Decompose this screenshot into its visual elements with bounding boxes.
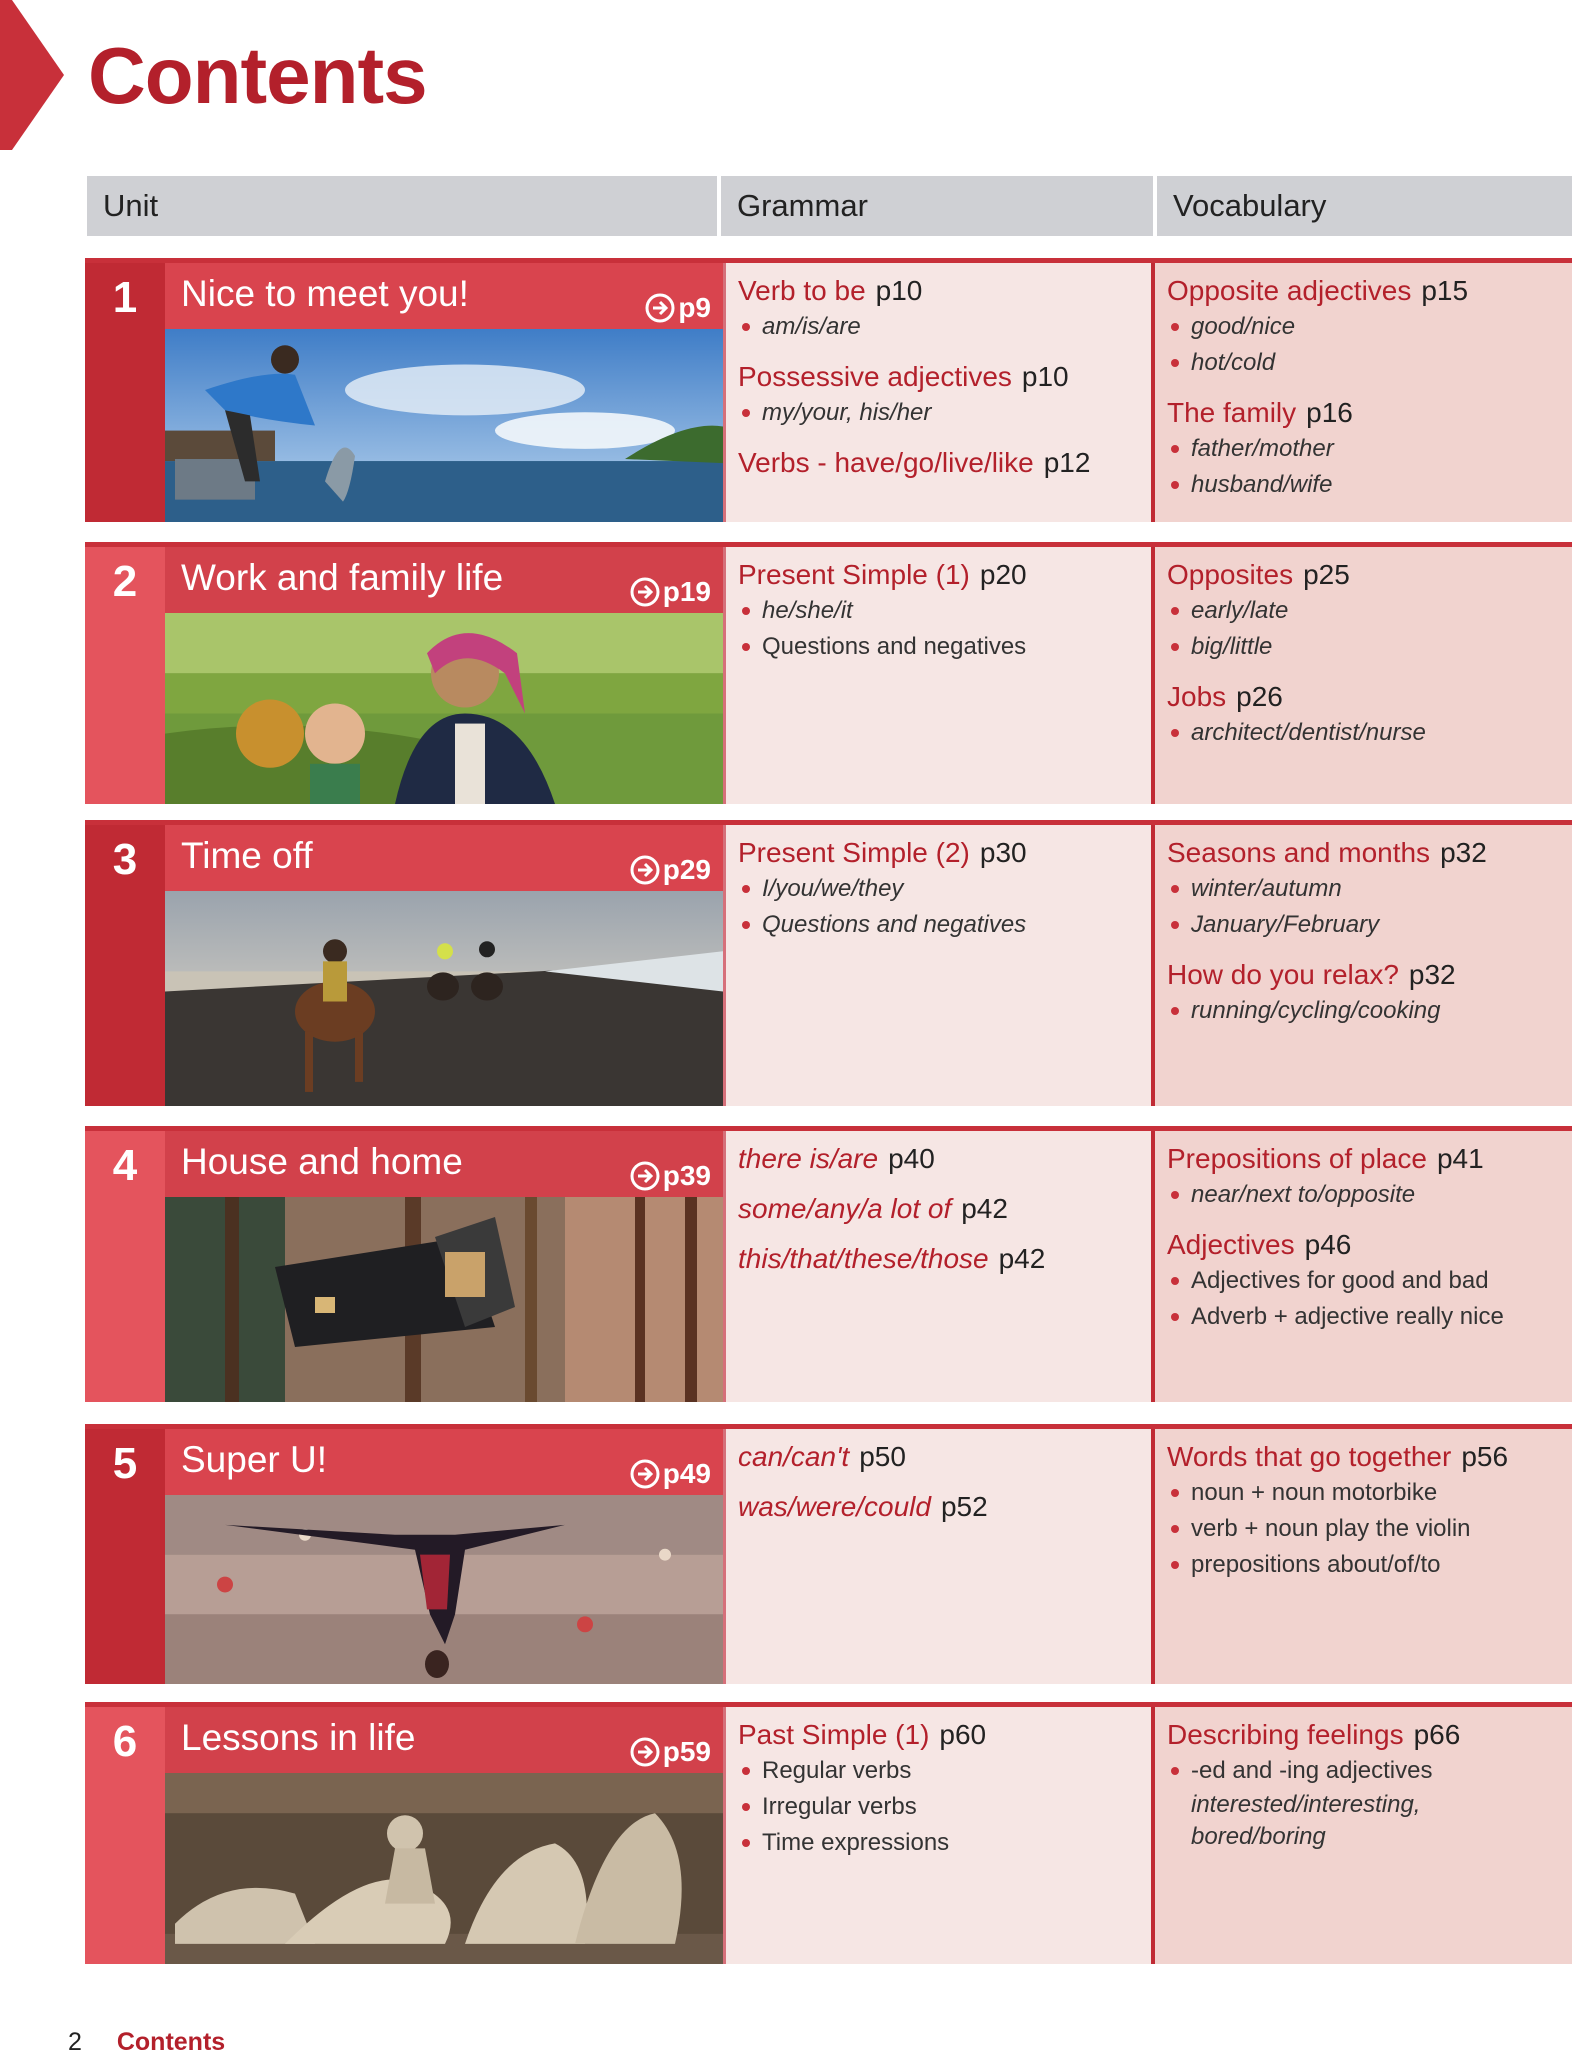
vocabulary-page: p25	[1303, 559, 1350, 590]
vocabulary-section	[1167, 835, 1558, 943]
unit-row-2	[85, 542, 1572, 804]
unit-title[interactable]	[165, 1707, 723, 1773]
header-vocabulary: Vocabulary	[1157, 176, 1572, 236]
vocabulary-item: bored/boring	[1191, 1823, 1326, 1850]
unit-photo-sculptures	[165, 1773, 723, 1964]
unit-panel	[85, 547, 723, 804]
unit-photo-gymnast	[165, 1495, 723, 1684]
grammar-page: p42	[998, 1243, 1046, 1274]
unit-row-4	[85, 1126, 1572, 1402]
grammar-cell	[723, 263, 1155, 522]
unit-page-number: p39	[662, 1160, 711, 1191]
unit-row-3	[85, 820, 1572, 1106]
grammar-page: p52	[940, 1491, 988, 1522]
grammar-item: Questions and negatives	[738, 907, 1137, 943]
arrow-right-circle-icon	[630, 1737, 660, 1767]
vocabulary-title: Words that go together	[1167, 1441, 1452, 1472]
vocabulary-section	[1167, 679, 1558, 751]
unit-row-5	[85, 1424, 1572, 1684]
arrow-right-circle-icon	[630, 577, 660, 607]
grammar-section	[738, 1489, 1137, 1525]
grammar-item: Time expressions	[738, 1825, 1137, 1861]
vocabulary-section	[1167, 957, 1558, 1029]
unit-number: 3	[112, 835, 138, 884]
grammar-cell	[723, 825, 1155, 1106]
vocabulary-item: noun + noun motorbike	[1167, 1475, 1558, 1511]
unit-page-number: p49	[662, 1458, 711, 1489]
grammar-page: p42	[961, 1193, 1008, 1224]
corner-arrow-icon	[0, 0, 64, 150]
unit-title[interactable]	[165, 1429, 723, 1495]
grammar-item: Regular verbs	[738, 1753, 1137, 1789]
vocabulary-page: p32	[1440, 837, 1487, 868]
vocabulary-title: Opposite adjectives	[1167, 275, 1412, 306]
grammar-title: Verb to be	[738, 275, 866, 306]
unit-number: 4	[112, 1141, 138, 1190]
vocabulary-item: verb + noun play the violin	[1167, 1511, 1558, 1547]
arrow-right-circle-icon	[630, 1161, 660, 1191]
unit-panel	[85, 1429, 723, 1684]
unit-page-number: p29	[662, 854, 711, 885]
vocabulary-section	[1167, 1439, 1558, 1583]
vocabulary-page: p46	[1304, 1229, 1352, 1260]
grammar-item: I/you/we/they	[738, 871, 1137, 907]
unit-row-1	[85, 258, 1572, 522]
grammar-item: my/your, his/her	[738, 395, 1137, 431]
unit-title-text: Nice to meet you!	[181, 273, 469, 314]
vocabulary-item: -ed and -ing adjectives	[1167, 1753, 1558, 1789]
vocabulary-section	[1167, 1141, 1558, 1213]
unit-row-6	[85, 1702, 1572, 1964]
grammar-page: p10	[1021, 361, 1069, 392]
grammar-title: was/were/could	[738, 1491, 931, 1522]
vocabulary-item: father/mother	[1167, 431, 1558, 467]
vocabulary-item: husband/wife	[1167, 467, 1558, 503]
vocabulary-item: prepositions about/of/to	[1167, 1547, 1558, 1583]
vocabulary-cell	[1155, 263, 1572, 522]
vocabulary-page: p32	[1408, 959, 1456, 990]
grammar-page: p60	[939, 1719, 987, 1750]
grammar-section	[738, 1717, 1137, 1861]
vocabulary-cell	[1155, 825, 1572, 1106]
vocabulary-cell	[1155, 1707, 1572, 1964]
vocabulary-item: running/cycling/cooking	[1167, 993, 1558, 1029]
vocabulary-item: Adjectives for good and bad	[1167, 1263, 1558, 1299]
unit-title-text: Lessons in life	[181, 1717, 416, 1758]
vocabulary-title: Describing feelings	[1167, 1719, 1404, 1750]
table-header	[87, 176, 1572, 236]
unit-page-number: p59	[662, 1736, 711, 1767]
unit-page-number: p19	[662, 576, 711, 607]
unit-title[interactable]	[165, 825, 723, 891]
arrow-right-circle-icon	[630, 855, 660, 885]
grammar-item: am/is/are	[738, 309, 1137, 345]
grammar-section	[738, 1141, 1137, 1177]
vocabulary-title: Jobs	[1167, 681, 1227, 712]
vocabulary-page: p26	[1236, 681, 1283, 712]
vocabulary-page: p15	[1421, 275, 1469, 306]
unit-number: 6	[112, 1717, 138, 1766]
grammar-page: p50	[859, 1441, 906, 1472]
vocabulary-page: p66	[1413, 1719, 1461, 1750]
grammar-page: p40	[888, 1143, 935, 1174]
grammar-section	[738, 273, 1137, 345]
vocabulary-section	[1167, 557, 1558, 665]
grammar-section	[738, 1439, 1137, 1475]
grammar-section	[738, 557, 1137, 665]
unit-title-text: Super U!	[181, 1439, 328, 1480]
unit-title-text: Work and family life	[181, 557, 504, 598]
vocabulary-item: big/little	[1167, 629, 1558, 665]
grammar-title: there is/are	[738, 1143, 879, 1174]
unit-panel	[85, 263, 723, 522]
vocabulary-title: Opposites	[1167, 559, 1294, 590]
vocabulary-cell	[1155, 1429, 1572, 1684]
vocabulary-section	[1167, 1227, 1558, 1335]
footer-page-number: 2	[68, 2028, 82, 2056]
grammar-page: p30	[979, 837, 1027, 868]
vocabulary-item: good/nice	[1167, 309, 1558, 345]
grammar-section	[738, 445, 1137, 481]
footer-label: Contents	[116, 2028, 226, 2056]
grammar-title: this/that/these/those	[738, 1243, 989, 1274]
vocabulary-item: near/next to/opposite	[1167, 1177, 1558, 1213]
vocabulary-section	[1167, 1717, 1558, 1853]
vocabulary-cell	[1155, 1131, 1572, 1402]
grammar-title: Past Simple (1)	[738, 1719, 930, 1750]
unit-number: 1	[112, 273, 138, 322]
unit-title[interactable]	[165, 547, 723, 613]
grammar-title: Verbs - have/go/live/like	[738, 447, 1034, 478]
grammar-cell	[723, 547, 1155, 804]
vocabulary-section	[1167, 273, 1558, 381]
unit-panel	[85, 825, 723, 1106]
page-title: Contents	[88, 31, 427, 120]
grammar-item: he/she/it	[738, 593, 1137, 629]
unit-panel	[85, 1707, 723, 1964]
header-grammar: Grammar	[721, 176, 1153, 236]
unit-photo-dolphin	[165, 329, 723, 522]
vocabulary-title: Adjectives	[1167, 1229, 1295, 1260]
vocabulary-item: early/late	[1167, 593, 1558, 629]
vocabulary-item: Adverb + adjective really nice	[1167, 1299, 1558, 1335]
unit-photo-treehouse	[165, 1197, 723, 1402]
unit-panel	[85, 1131, 723, 1402]
vocabulary-item: interested/interesting,	[1191, 1791, 1421, 1818]
grammar-cell	[723, 1131, 1155, 1402]
vocabulary-item: hot/cold	[1167, 345, 1558, 381]
unit-photo-horses-beach	[165, 891, 723, 1106]
unit-number: 2	[112, 557, 138, 606]
vocabulary-title: Seasons and months	[1167, 837, 1431, 868]
vocabulary-item: January/February	[1167, 907, 1558, 943]
unit-title-text: Time off	[181, 835, 313, 876]
grammar-cell	[723, 1707, 1155, 1964]
vocabulary-section	[1167, 395, 1558, 503]
vocabulary-item: winter/autumn	[1167, 871, 1558, 907]
vocabulary-page: p41	[1436, 1143, 1484, 1174]
vocabulary-page: p56	[1461, 1441, 1509, 1472]
grammar-item: Questions and negatives	[738, 629, 1137, 665]
grammar-title: Possessive adjectives	[738, 361, 1012, 392]
unit-photo-family	[165, 613, 723, 804]
grammar-section	[738, 359, 1137, 431]
grammar-page: p12	[1043, 447, 1091, 478]
vocabulary-item: architect/dentist/nurse	[1167, 715, 1558, 751]
vocabulary-title: How do you relax?	[1167, 959, 1399, 990]
unit-title[interactable]	[165, 1131, 723, 1197]
grammar-title: can/can't	[738, 1441, 850, 1472]
grammar-section	[738, 1191, 1137, 1227]
grammar-page: p20	[979, 559, 1027, 590]
vocabulary-page: p16	[1306, 397, 1353, 428]
grammar-page: p10	[875, 275, 923, 306]
unit-number: 5	[112, 1439, 138, 1488]
grammar-item: Irregular verbs	[738, 1789, 1137, 1825]
vocabulary-cell	[1155, 547, 1572, 804]
arrow-right-circle-icon	[630, 1459, 660, 1489]
unit-page-number: p9	[678, 292, 711, 323]
grammar-section	[738, 1241, 1137, 1277]
grammar-title: Present Simple (2)	[738, 837, 970, 868]
grammar-title: some/any/a lot of	[738, 1193, 952, 1224]
vocabulary-title: Prepositions of place	[1167, 1143, 1427, 1174]
header-unit: Unit	[87, 176, 717, 236]
grammar-cell	[723, 1429, 1155, 1684]
unit-title[interactable]	[165, 263, 723, 329]
page-footer	[68, 2028, 225, 2057]
vocabulary-title: The family	[1167, 397, 1297, 428]
unit-title-text: House and home	[181, 1141, 463, 1182]
arrow-right-circle-icon	[645, 293, 675, 323]
grammar-title: Present Simple (1)	[738, 559, 970, 590]
grammar-section	[738, 835, 1137, 943]
